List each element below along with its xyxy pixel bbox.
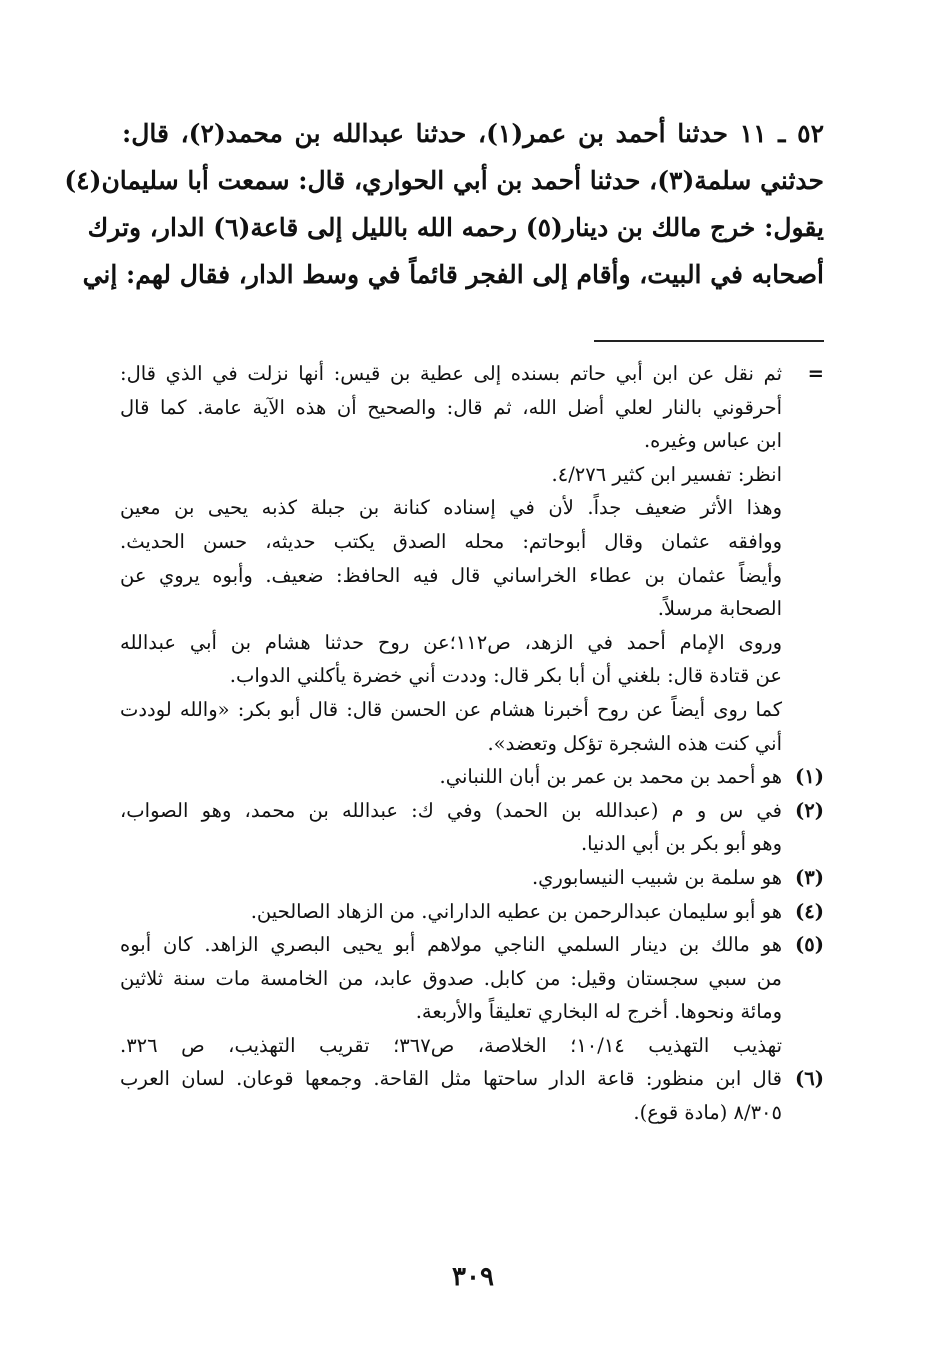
continuation-line: وهذا الأثر ضعيف جداً. لأن في إسناده كنانة بن جبلة كذبه يحيى بن معين <box>120 496 782 520</box>
footnote-text-line: وهو أبو بكر بن أبي الدنيا. <box>580 832 782 856</box>
continuation-line: أني كنت هذه الشجرة تؤكل وتعضد». <box>487 731 782 755</box>
footnote-text: قال ابن منظور: قاعة الدار ساحتها مثل القاحة. وجمعها قوعان. لسان العرب <box>120 1067 782 1091</box>
footnote-text-line: تهذيب التهذيب ١٠/١٤؛ الخلاصة، ص٣٦٧؛ تقريب التهذيب، ص ٣٢٦. <box>120 1033 783 1057</box>
footnote-number: (٦) <box>795 1067 824 1091</box>
footnote-text: هو مالك بن دينار السلمي الناجي مولاهم أبو يحيى البصري الزاهد. كان أبوه <box>120 933 782 957</box>
continuation-line: ابن عباس وغيره. <box>643 429 782 453</box>
footnote-4 <box>120 895 824 929</box>
footnotes-section <box>120 357 824 1130</box>
continuation-line: ووافقه عثمان وقال أبوحاتم: محله الصدق يكتب حديثه، حسن الحديث. <box>120 529 782 553</box>
continuation-line <box>120 357 824 391</box>
continuation-line: انظر: تفسير ابن كثير ٤/٢٧٦. <box>551 462 782 486</box>
footnote-number: (٢) <box>795 798 824 822</box>
footnote-1 <box>120 760 824 794</box>
footnote-number: (٤) <box>795 899 824 923</box>
footnote-text: في س و م (عبدالله بن الحمد) وفي ك: عبدالله بن محمد، وهو الصواب، <box>120 798 782 822</box>
continuation-line: وروى الإمام أحمد في الزهد، ص١١٢؛عن روح حدثنا هشام بن أبي عبدالله <box>120 630 782 654</box>
footnote-number: (٣) <box>795 865 824 889</box>
footnote-6 <box>120 1062 824 1096</box>
footnote-text-line: ٨/٣٠٥ (مادة قوع). <box>633 1101 782 1125</box>
continuation-text: ثم نقل عن ابن أبي حاتم بسنده إلى عطية بن قيس: أنها نزلت في الذي قال: <box>120 362 782 385</box>
main-text-line: يقول: خرج مالك بن دينار(٥) رحمه الله بالليل إلى قاعة(٦) الدار، وترك <box>87 213 824 242</box>
footnote-number: (١) <box>795 765 824 789</box>
continuation-line: عن قتادة قال: بلغني أن أبا بكر قال: وددت أني خضرة يأكلني الدواب. <box>229 664 782 688</box>
footnote-5 <box>120 928 824 962</box>
footnote-text: هو أحمد بن محمد بن عمر بن أبان اللنباني. <box>439 765 782 789</box>
main-text <box>64 110 824 298</box>
main-text-line: حدثني سلمة(٣)، حدثنا أحمد بن أبي الحواري، قال: سمعت أبا سليمان(٤) <box>64 166 824 195</box>
footnote-2 <box>120 794 824 828</box>
main-text-line: ٥٢ ـ ١١ حدثنا أحمد بن عمر(١)، حدثنا عبدالله بن محمد(٢)، قال: <box>122 119 824 148</box>
continuation-line: الصحابة مرسلاً. <box>657 597 782 621</box>
main-text-line: أصحابه في البيت، وأقام إلى الفجر قائماً في وسط الدار، فقال لهم: إني <box>82 260 824 289</box>
continuation-marker: = <box>807 362 824 385</box>
footnote-separator <box>594 340 824 342</box>
page-number: ٣٠٩ <box>452 1262 494 1292</box>
footnote-text: هو سلمة بن شبيب النيسابوري. <box>531 865 782 889</box>
footnote-text-line: من سبي سجستان وقيل: من كابل. صدوق عابد، من الخامسة مات سنة ثلاثين <box>120 966 782 990</box>
footnote-text: هو أبو سليمان عبدالرحمن بن عطيه الداراني. من الزهاد الصالحين. <box>250 899 782 923</box>
continuation-line: وأيضاً عثمان بن عطاء الخراساني قال فيه الحافظ: ضعيف. وأبوه يروي عن <box>120 563 782 587</box>
footnote-text-line: ومائة ونحوها. أخرج له البخاري تعليقاً والأربعة. <box>415 1000 782 1024</box>
footnote-3 <box>120 861 824 895</box>
continuation-line: كما روى أيضاً عن روح أخبرنا هشام عن الحسن قال: قال أبو بكر: «والله لوددت <box>120 697 782 721</box>
continuation-line: أحرقوني بالنار لعلي أضل الله، ثم قال: والصحيح أن هذه الآية عامة. كما قال <box>120 395 782 419</box>
footnote-number: (٥) <box>795 933 824 957</box>
